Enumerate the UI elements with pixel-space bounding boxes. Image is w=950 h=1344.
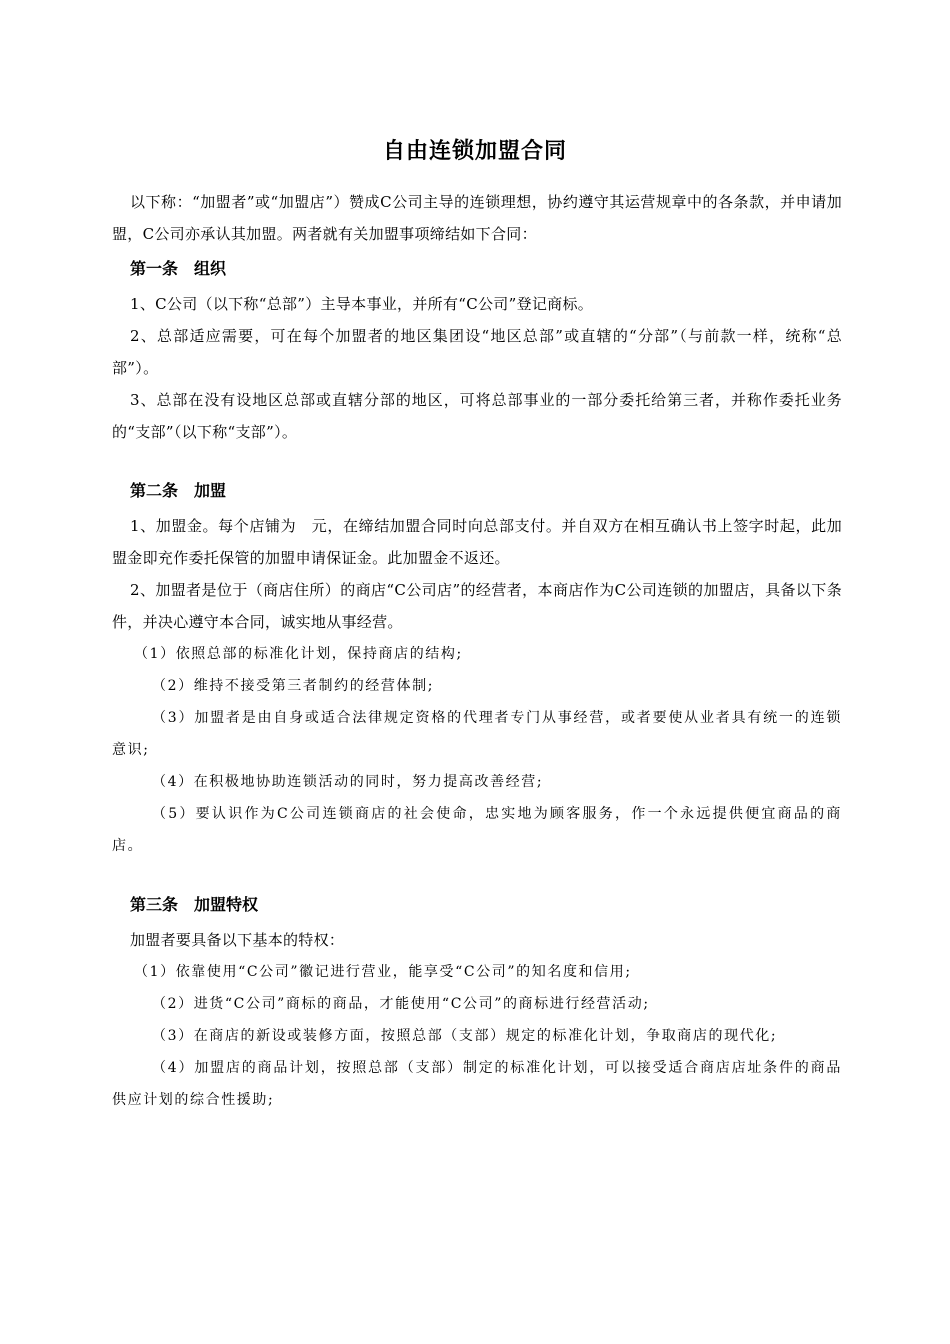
preamble-paragraph: 以下称：“加盟者”或“加盟店”）赞成C公司主导的连锁理想，协约遵守其运营规章中的各条款，并申请加盟，C公司亦承认其加盟。两者就有关加盟事项缔结如下合同： [112, 193, 842, 243]
article-2-heading: 第二条 加盟 [130, 481, 227, 500]
article-3-intro: 加盟者要具备以下基本的特权： [130, 931, 345, 949]
article-3-privilege: （2）进货“C公司”商标的商品，才能使用“C公司”的商标进行经营活动; [152, 996, 650, 1012]
article-3-privilege: （3）在商店的新设或装修方面，按照总部（支部）规定的标准化计划，争取商店的现代化; [152, 1028, 778, 1044]
article-2-condition: （4）在积极地协助连锁活动的同时，努力提高改善经营; [152, 774, 544, 790]
article-3-privilege: （1）依靠使用“C公司”徽记进行营业，能享受“C公司”的知名度和信用; [134, 964, 632, 980]
article-2-item: 1、加盟金。每个店铺为 元，在缔结加盟合同时向总部支付。并自双方在相互确认书上签字时起，此加盟金即充作委托保管的加盟申请保证金。此加盟金不返还。 [112, 517, 842, 567]
article-3-heading: 第三条 加盟特权 [130, 895, 259, 914]
article-1-item: 3、总部在没有设地区总部或直辖分部的地区，可将总部事业的一部分委托给第三者，并称作委托业务的“支部”（以下称“支部”）。 [112, 391, 842, 441]
article-2-condition: （2）维持不接受第三者制约的经营体制; [152, 678, 435, 694]
article-2-condition: （3）加盟者是由自身或适合法律规定资格的代理者专门从事经营，或者要使从业者具有统一的连锁意识; [112, 710, 842, 758]
section-spacer [112, 448, 842, 472]
document-body [112, 186, 842, 1116]
article-1-heading: 第一条 组织 [130, 259, 227, 278]
document-title: 自由连锁加盟合同 [382, 139, 567, 164]
article-2-condition: （5）要认识作为C公司连锁商店的社会使命，忠实地为顾客服务，作一个永远提供便宜商品的商店。 [112, 806, 842, 854]
section-spacer [112, 862, 842, 886]
article-2-item: 2、加盟者是位于（商店住所）的商店“C公司店”的经营者，本商店作为C公司连锁的加盟店，具备以下条件，并决心遵守本合同，诚实地从事经营。 [112, 581, 842, 631]
article-1-item: 1、C公司（以下称“总部”）主导本事业，并所有“C公司”登记商标。 [130, 295, 594, 313]
article-1-item: 2、总部适应需要，可在每个加盟者的地区集团设“地区总部”或直辖的“分部”（与前款一样，统称“总部”）。 [112, 327, 842, 377]
article-2-condition: （1）依照总部的标准化计划，保持商店的结构; [134, 646, 463, 662]
article-3-privilege: （4）加盟店的商品计划，按照总部（支部）制定的标准化计划，可以接受适合商店店址条件的商品供应计划的综合性援助; [112, 1060, 842, 1108]
